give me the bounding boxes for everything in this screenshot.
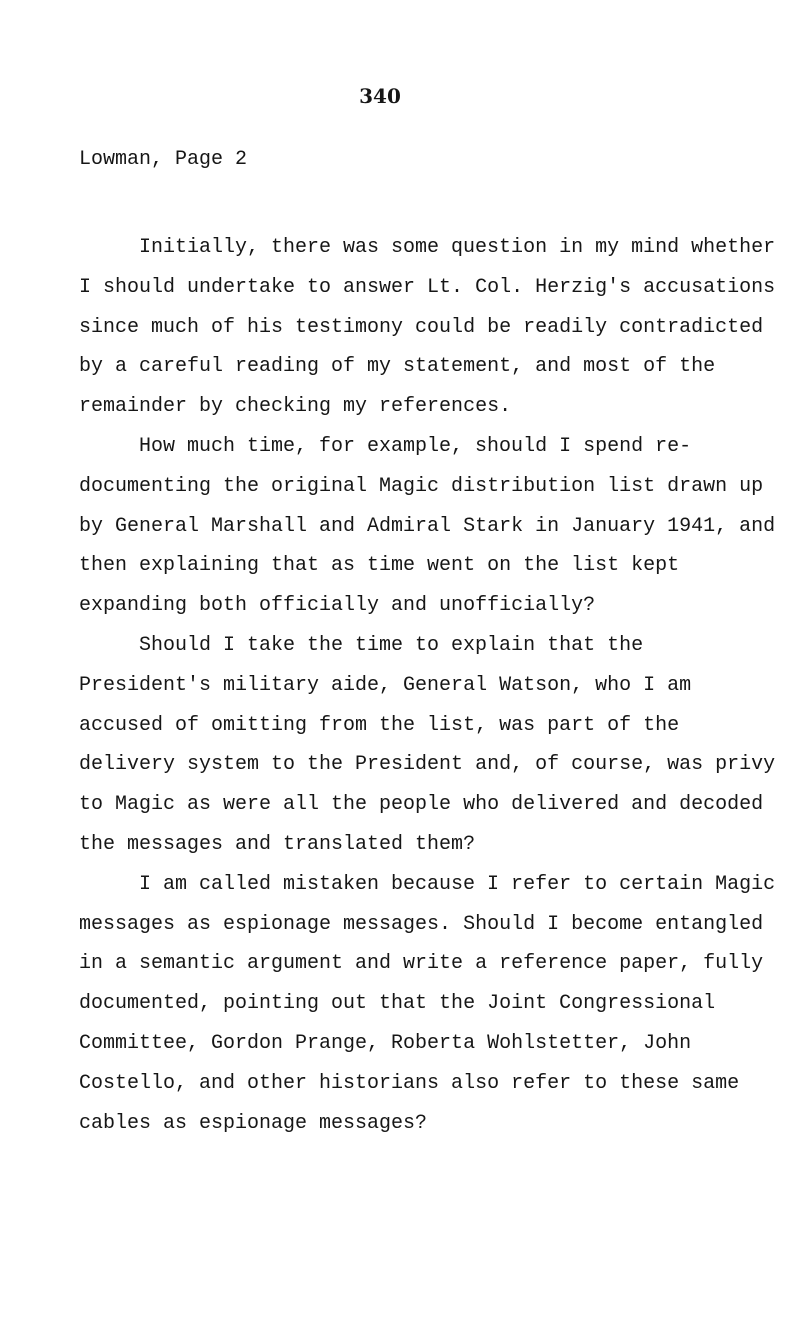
paragraph: Initially, there was some question in my mind whether I should undertake to answer Lt. Col. Herzig's accusations since much of his testimony could be readily contradicted by a careful reading of my statement, and most of the remainder by checking my references. <box>79 236 776 419</box>
paragraph: Should I take the time to explain that the President's military aide, General Watson, who I am accused of omitting from the list, was part of the delivery system to the President and, of course, was privy to Magic as were all the people who delivered and decoded the messages and translated them? <box>79 633 776 856</box>
page-header: Lowman, Page 2 <box>79 148 248 171</box>
paragraph: I am called mistaken because I refer to certain Magic messages as espionage messages. Should I become entangled in a semantic argument and write a reference paper, fully documented, pointing out that the Joint Congressional Committee, Gordon Prange, Roberta Wohlstetter, John Costello, and other historians also refer to these same cables as espionage messages? <box>79 872 776 1135</box>
body-text <box>79 228 779 1143</box>
page-number: 340 <box>359 84 401 108</box>
paragraph: How much time, for example, should I spend re-documenting the original Magic distribution list drawn up by General Marshall and Admiral Stark in January 1941, and then explaining that as time went on the list kept expanding both officially and unofficially? <box>79 434 776 618</box>
